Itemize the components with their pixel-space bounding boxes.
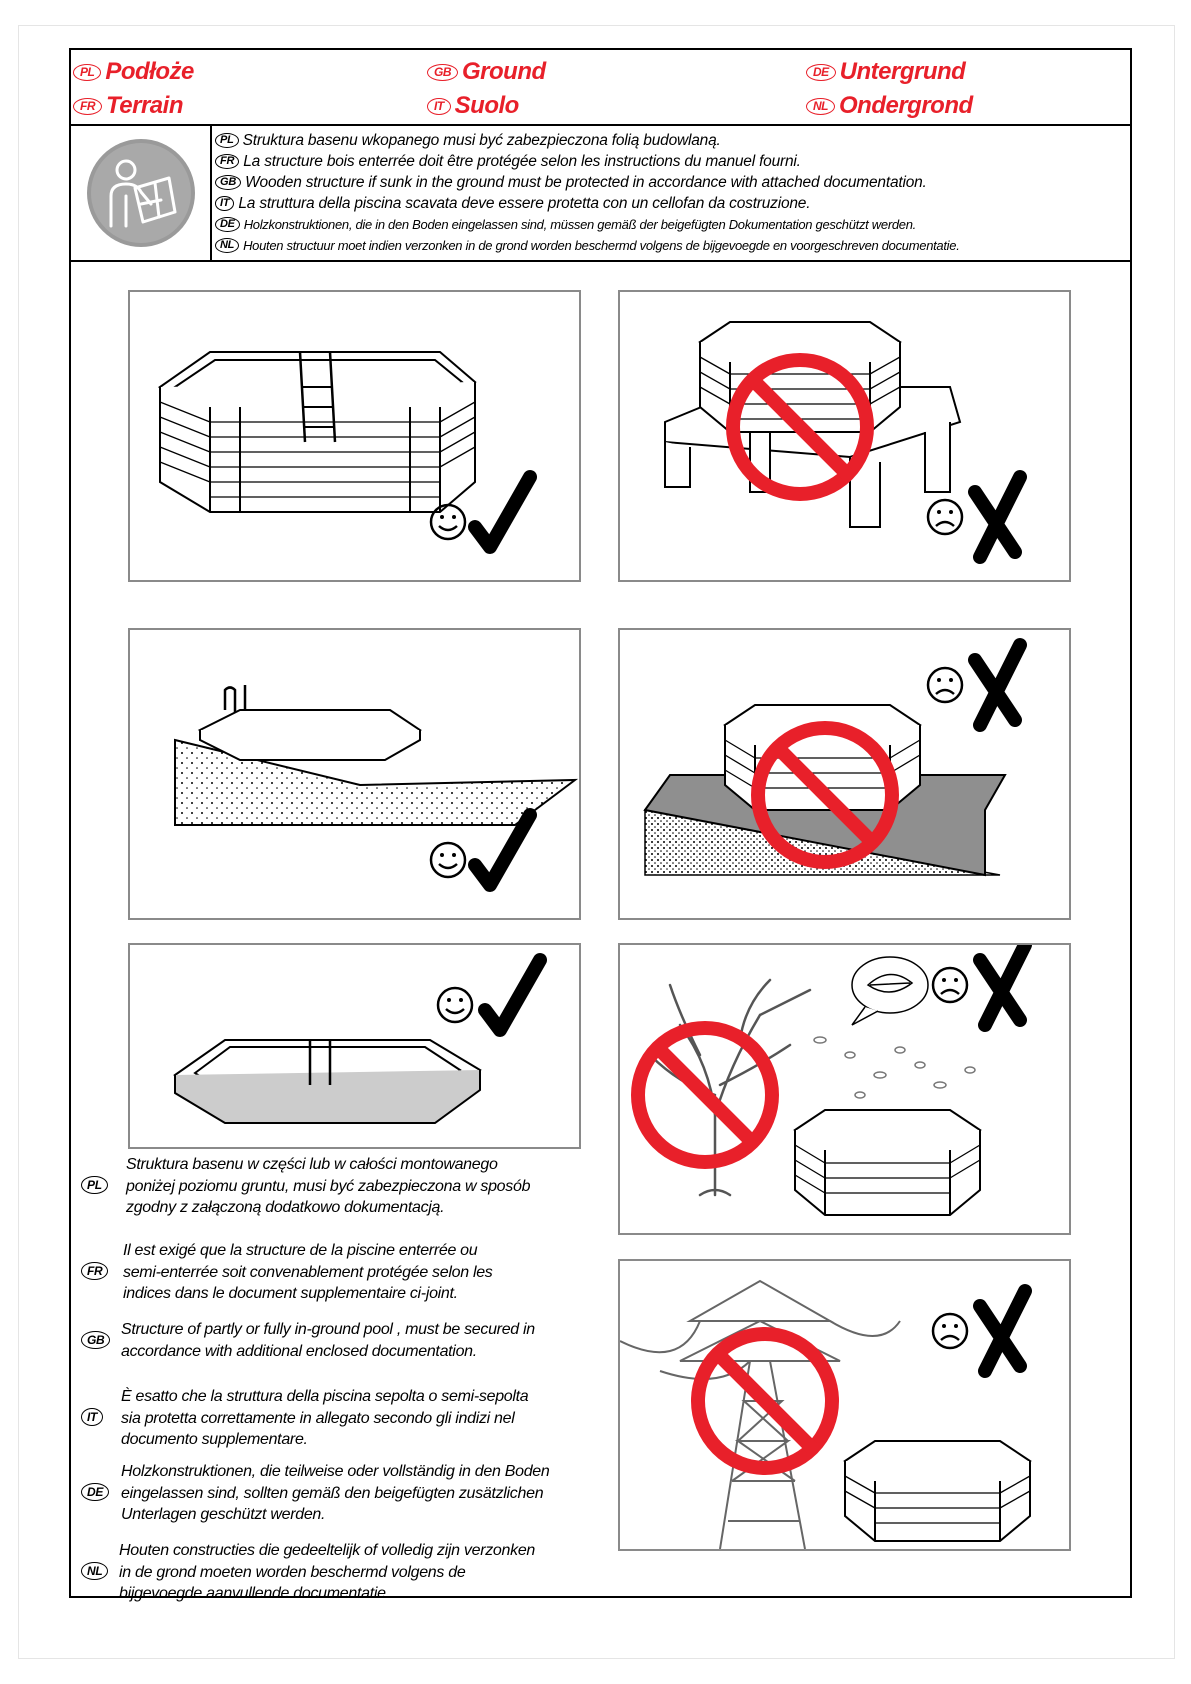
instruction-frame bbox=[69, 48, 1132, 1602]
note-it bbox=[215, 193, 1127, 214]
lang-badge: NL bbox=[81, 1562, 108, 1580]
note-pl bbox=[215, 130, 1127, 151]
pool-illustration bbox=[200, 685, 420, 760]
header-pl bbox=[73, 58, 194, 86]
note-de bbox=[215, 214, 1127, 235]
lang-badge: DE bbox=[215, 217, 240, 232]
lang-badge: DE bbox=[81, 1483, 109, 1501]
header-it bbox=[427, 92, 519, 120]
lang-badge: DE bbox=[806, 64, 836, 81]
para-line: Houten constructies die gedeeltelijk of volledig zijn verzonken bbox=[119, 1542, 536, 1559]
lang-badge: FR bbox=[81, 1262, 108, 1280]
lang-badge: IT bbox=[427, 98, 451, 115]
note-text: La struttura della piscina scavata deve essere protetta con un cellofan da costruzione. bbox=[238, 194, 811, 212]
note-nl bbox=[215, 235, 1127, 256]
header-label: Suolo bbox=[454, 92, 519, 119]
panel-on-uneven-slab bbox=[618, 628, 1071, 920]
para-line: È esatto che la struttura della piscina sepolta o semi-sepolta bbox=[121, 1388, 529, 1405]
para-de bbox=[81, 1461, 651, 1526]
header-label: Ondergrond bbox=[839, 92, 973, 119]
header-label: Terrain bbox=[106, 92, 183, 119]
note-fr bbox=[215, 151, 1127, 172]
para-line: accordance with additional enclosed documentation. bbox=[121, 1342, 477, 1360]
para-line: Il est exigé que la structure de la piscine enterrée ou bbox=[123, 1242, 478, 1259]
para-line: poniżej poziomu gruntu, musi być zabezpieczona w sposób bbox=[126, 1177, 531, 1195]
lang-badge: GB bbox=[81, 1331, 110, 1349]
note-text: Wooden structure if sunk in the ground must be protected in accordance with attached documentation. bbox=[245, 173, 927, 191]
para-line: documento supplementare. bbox=[121, 1431, 308, 1448]
note-text: Holzkonstruktionen, die in den Boden eingelassen sind, müssen gemäß der beigefügten Dokumentation geschützt werden. bbox=[243, 217, 916, 232]
lang-badge: PL bbox=[81, 1176, 108, 1194]
note-text: La structure bois enterrée doit être protégée selon les instructions du manuel fourni. bbox=[243, 152, 801, 170]
lang-badge: NL bbox=[215, 238, 239, 253]
para-line: sia protetta correttamente in allegato secondo gli indizi nel bbox=[121, 1409, 515, 1427]
para-line: zgodny z załączoną dodatkowo dokumentacją. bbox=[126, 1199, 445, 1216]
frown-cross-icon bbox=[928, 645, 1020, 725]
manual-icon-cell bbox=[71, 126, 212, 260]
frown-cross-icon bbox=[933, 1291, 1025, 1371]
panel-near-power-lines bbox=[618, 1259, 1071, 1551]
para-nl bbox=[81, 1540, 651, 1605]
para-line: in de grond moeten worden beschermd volgens de bbox=[119, 1563, 466, 1581]
para-it bbox=[81, 1386, 651, 1451]
para-line: semi-enterrée soit convenablement protégée selon les bbox=[123, 1263, 493, 1281]
header-label: Podłoże bbox=[105, 58, 194, 85]
read-manual-icon bbox=[71, 126, 210, 260]
lang-badge: GB bbox=[215, 175, 241, 190]
info-notes bbox=[215, 130, 1127, 256]
lang-badge: IT bbox=[81, 1408, 103, 1426]
pool-illustration bbox=[845, 1441, 1030, 1541]
panel-on-raised-platform bbox=[618, 290, 1071, 582]
panel-above-ground-flat bbox=[128, 290, 581, 582]
lang-badge: FR bbox=[73, 98, 102, 115]
leaf-callout bbox=[852, 957, 928, 1025]
para-line: Struktura basenu w części lub w całości montowanego bbox=[126, 1156, 498, 1173]
pool-illustration bbox=[175, 1040, 480, 1123]
lang-badge: NL bbox=[806, 98, 835, 115]
para-line: Unterlagen geschützt werden. bbox=[121, 1506, 326, 1523]
lang-badge: IT bbox=[215, 196, 234, 211]
para-pl bbox=[81, 1154, 651, 1219]
para-line: eingelassen sind, sollten gemäß den beigefügten zusätzlichen bbox=[121, 1484, 544, 1502]
header-nl bbox=[806, 92, 973, 120]
para-line: Structure of partly or fully in-ground pool , must be secured in bbox=[121, 1321, 535, 1338]
note-gb bbox=[215, 172, 1127, 193]
panel-partially-sunk-slope bbox=[128, 628, 581, 920]
para-line: Holzkonstruktionen, die teilweise oder vollständig in den Boden bbox=[121, 1463, 550, 1480]
header-fr bbox=[73, 92, 183, 120]
para-fr bbox=[81, 1240, 651, 1305]
para-gb bbox=[81, 1319, 651, 1362]
leaves bbox=[814, 1037, 975, 1098]
note-text: Houten structuur moet indien verzonken in de grond worden beschermd volgens de bijgevoegde en voorgeschreven documentatie. bbox=[243, 238, 960, 253]
header-gb bbox=[427, 58, 546, 86]
header-de bbox=[806, 58, 965, 86]
lang-badge: PL bbox=[73, 64, 101, 81]
pool-illustration bbox=[160, 352, 475, 512]
frown-cross-icon bbox=[933, 945, 1025, 1025]
lang-badge: GB bbox=[427, 64, 458, 81]
smiley-check-icon bbox=[438, 960, 540, 1030]
prohibit-icon bbox=[638, 1028, 772, 1162]
note-text: Struktura basenu wkopanego musi być zabezpieczona folią budowlaną. bbox=[242, 131, 721, 149]
para-line: indices dans le document supplementaire ci-joint. bbox=[123, 1285, 458, 1302]
title-bar bbox=[71, 50, 1130, 126]
para-line: bijgevoegde aanvullende documentatie. bbox=[119, 1585, 390, 1602]
pool-illustration bbox=[795, 1110, 980, 1215]
lang-badge: FR bbox=[215, 154, 239, 169]
info-box bbox=[71, 126, 1130, 262]
lang-badge: PL bbox=[215, 133, 239, 148]
header-label: Untergrund bbox=[839, 58, 966, 85]
prohibit-icon bbox=[698, 1334, 832, 1468]
header-label: Ground bbox=[462, 58, 546, 85]
panel-fully-in-ground bbox=[128, 943, 581, 1149]
panel-under-tree bbox=[618, 943, 1071, 1235]
